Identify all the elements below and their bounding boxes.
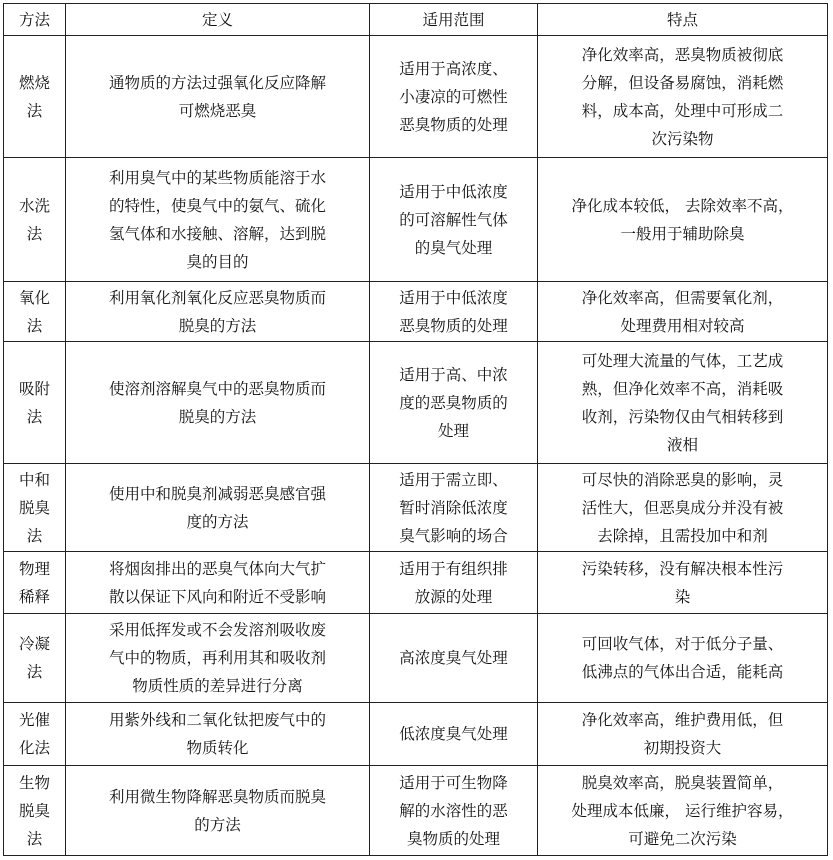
table-row xyxy=(4,342,828,464)
table-row xyxy=(4,766,828,856)
cell-text-line: 净化效率高，恶臭物质被彻底 xyxy=(581,45,784,64)
table-body xyxy=(4,36,828,856)
table-row xyxy=(4,614,828,703)
cell-text-line: 氧化 xyxy=(18,288,50,307)
cell-text-line: 适用于中低浓度 xyxy=(399,288,508,307)
cell-text-line: 处理费用相对较高 xyxy=(620,316,745,335)
cell-text-line: 用紫外线和二氧化钛把废气中的 xyxy=(108,711,326,729)
cell-text-line: 臭气影响的场合 xyxy=(399,526,508,545)
cell-text-line: 光催 xyxy=(18,711,50,729)
cell-text-line: 使溶剂溶解臭气中的恶臭物质而 xyxy=(108,379,326,398)
scope-cell xyxy=(370,703,538,766)
cell-text-line: 法 xyxy=(26,663,43,681)
cell-text-line: 一般用于辅助除臭 xyxy=(620,224,745,243)
cell-text-line: 法 xyxy=(26,224,43,243)
cell-text-line: 脱臭的方法 xyxy=(178,407,257,426)
features-cell xyxy=(538,282,828,342)
cell-text-line: 吸附 xyxy=(18,379,50,398)
cell-text-line: 臭物质的处理 xyxy=(406,829,500,848)
cell-text-line: 物质性质的差异进行分离 xyxy=(132,677,303,695)
scope-cell xyxy=(370,464,538,552)
cell-text-line: 暂时消除低浓度 xyxy=(399,498,508,517)
cell-text-line: 可处理大流量的气体，工艺成 xyxy=(581,351,784,370)
features-cell xyxy=(538,766,828,856)
method-cell xyxy=(4,282,66,342)
cell-text-line: 适用于高浓度、 xyxy=(399,59,508,78)
cell-text-line: 的特性，使臭气中的氨气、硫化 xyxy=(108,196,326,215)
cell-text-line: 活性大，但恶臭成分并没有被 xyxy=(581,498,784,517)
scope-cell xyxy=(370,766,538,856)
cell-text-line: 初期投资大 xyxy=(643,739,722,757)
cell-text-line: 染 xyxy=(674,587,691,606)
cell-text-line: 中和 xyxy=(18,470,50,489)
definition-cell xyxy=(66,614,370,703)
method-cell xyxy=(4,158,66,282)
cell-text-line: 脱臭效率高，脱臭装置简单， xyxy=(581,773,784,792)
cell-text-line: 去除掉，且需投加中和剂 xyxy=(597,526,768,545)
table-row xyxy=(4,158,828,282)
cell-text-line: 恶臭物质的处理 xyxy=(399,316,508,335)
cell-text-line: 净化效率高，但需要氧化剂， xyxy=(581,288,784,307)
cell-text-line: 度的恶臭物质的 xyxy=(399,393,508,412)
cell-text-line: 处理成本低廉， 运行维护容易， xyxy=(571,801,794,820)
cell-text-line: 稀释 xyxy=(18,587,50,606)
scope-cell xyxy=(370,36,538,158)
definition-cell xyxy=(66,342,370,464)
cell-text-line: 法 xyxy=(26,526,43,545)
cell-text-line: 小凄凉的可燃性 xyxy=(399,87,508,106)
cell-text-line: 物质转化 xyxy=(186,739,249,757)
cell-text-line: 处理 xyxy=(437,421,469,440)
cell-text-line: 冷凝 xyxy=(18,635,50,653)
cell-text-line: 低浓度臭气处理 xyxy=(399,725,508,743)
cell-text-line: 适用于可生物降 xyxy=(399,773,508,792)
method-cell xyxy=(4,464,66,552)
cell-text-line: 可尽快的消除恶臭的影响，灵 xyxy=(581,470,784,489)
cell-text-line: 通物质的方法过强氧化反应降解 xyxy=(108,73,326,92)
header-row xyxy=(4,4,828,36)
cell-text-line: 法 xyxy=(26,407,43,426)
cell-text-line: 散以保证下风向和附近不受影响 xyxy=(108,587,326,606)
definition-cell xyxy=(66,552,370,614)
cell-text-line: 度的方法 xyxy=(186,512,249,531)
definition-cell xyxy=(66,158,370,282)
cell-text-line: 的可溶解性气体 xyxy=(399,210,508,229)
table-row xyxy=(4,703,828,766)
cell-text-line: 可回收气体，对于低分子量、 xyxy=(581,635,784,653)
cell-text-line: 燃烧 xyxy=(18,73,50,92)
cell-text-line: 法 xyxy=(26,316,43,335)
scope-cell xyxy=(370,614,538,703)
definition-cell xyxy=(66,703,370,766)
header-scope: 适用范围 xyxy=(370,4,538,36)
cell-text-line: 采用低挥发或不会发溶剂吸收废 xyxy=(108,621,326,639)
definition-cell xyxy=(66,766,370,856)
cell-text-line: 料，成本高，处理中可形成二 xyxy=(581,101,784,120)
method-cell xyxy=(4,766,66,856)
cell-text-line: 化法 xyxy=(18,739,50,757)
cell-text-line: 可燃烧恶臭 xyxy=(178,101,257,120)
cell-text-line: 使用中和脱臭剂减弱恶臭感官强 xyxy=(108,484,326,503)
header-features: 特点 xyxy=(538,4,828,36)
cell-text-line: 净化效率高，维护费用低，但 xyxy=(581,711,784,729)
cell-text-line: 解的水溶性的恶 xyxy=(399,801,508,820)
cell-text-line: 气中的物质，再利用其和吸收剂 xyxy=(108,649,326,667)
scope-cell xyxy=(370,158,538,282)
header-definition: 定义 xyxy=(66,4,370,36)
cell-text-line: 恶臭物质的处理 xyxy=(399,115,508,134)
cell-text-line: 液相 xyxy=(666,435,698,454)
cell-text-line: 的臭气处理 xyxy=(414,238,493,257)
methods-table xyxy=(3,3,828,856)
features-cell xyxy=(538,614,828,703)
features-cell xyxy=(538,158,828,282)
header-method: 方法 xyxy=(4,4,66,36)
cell-text-line: 净化成本较低， 去除效率不高， xyxy=(571,196,794,215)
definition-cell xyxy=(66,464,370,552)
features-cell xyxy=(538,552,828,614)
definition-cell xyxy=(66,282,370,342)
cell-text-line: 利用氧化剂氧化反应恶臭物质而 xyxy=(108,288,326,307)
method-cell xyxy=(4,36,66,158)
features-cell xyxy=(538,464,828,552)
definition-cell xyxy=(66,36,370,158)
cell-text-line: 水洗 xyxy=(18,196,50,215)
method-cell xyxy=(4,703,66,766)
cell-text-line: 氢气体和水接触、溶解，达到脱 xyxy=(108,224,326,243)
cell-text-line: 适用于有组织排 xyxy=(399,559,508,578)
cell-text-line: 法 xyxy=(26,829,43,848)
cell-text-line: 的方法 xyxy=(194,815,241,834)
cell-text-line: 将烟囱排出的恶臭气体向大气扩 xyxy=(108,559,326,578)
cell-text-line: 可避免二次污染 xyxy=(628,829,737,848)
method-cell xyxy=(4,552,66,614)
cell-text-line: 脱臭 xyxy=(18,498,50,517)
cell-text-line: 法 xyxy=(26,101,43,120)
cell-text-line: 利用臭气中的某些物质能溶于水 xyxy=(108,168,326,187)
cell-text-line: 污染转移，没有解决根本性污 xyxy=(581,559,784,578)
cell-text-line: 次污染物 xyxy=(651,129,714,148)
features-cell xyxy=(538,342,828,464)
cell-text-line: 物理 xyxy=(18,559,50,578)
cell-text-line: 适用于中低浓度 xyxy=(399,182,508,201)
cell-text-line: 臭的目的 xyxy=(186,252,249,271)
cell-text-line: 高浓度臭气处理 xyxy=(399,649,508,667)
features-cell xyxy=(538,36,828,158)
table-row xyxy=(4,36,828,158)
table-row xyxy=(4,552,828,614)
cell-text-line: 脱臭 xyxy=(18,801,50,820)
table-row xyxy=(4,282,828,342)
method-cell xyxy=(4,614,66,703)
cell-text-line: 生物 xyxy=(18,773,50,792)
method-cell xyxy=(4,342,66,464)
features-cell xyxy=(538,703,828,766)
cell-text-line: 利用微生物降解恶臭物质而脱臭 xyxy=(108,787,326,806)
cell-text-line: 放源的处理 xyxy=(414,587,493,606)
cell-text-line: 适用于需立即、 xyxy=(399,470,508,489)
table-row xyxy=(4,464,828,552)
scope-cell xyxy=(370,282,538,342)
cell-text-line: 收剂，污染物仅由气相转移到 xyxy=(581,407,784,426)
cell-text-line: 脱臭的方法 xyxy=(178,316,257,335)
scope-cell xyxy=(370,342,538,464)
cell-text-line: 分解，但设备易腐蚀，消耗燃 xyxy=(581,73,784,92)
scope-cell xyxy=(370,552,538,614)
cell-text-line: 适用于高、中浓 xyxy=(399,365,508,384)
cell-text-line: 熟，但净化效率不高，消耗吸 xyxy=(581,379,784,398)
cell-text-line: 低沸点的气体出合适，能耗高 xyxy=(581,663,784,681)
